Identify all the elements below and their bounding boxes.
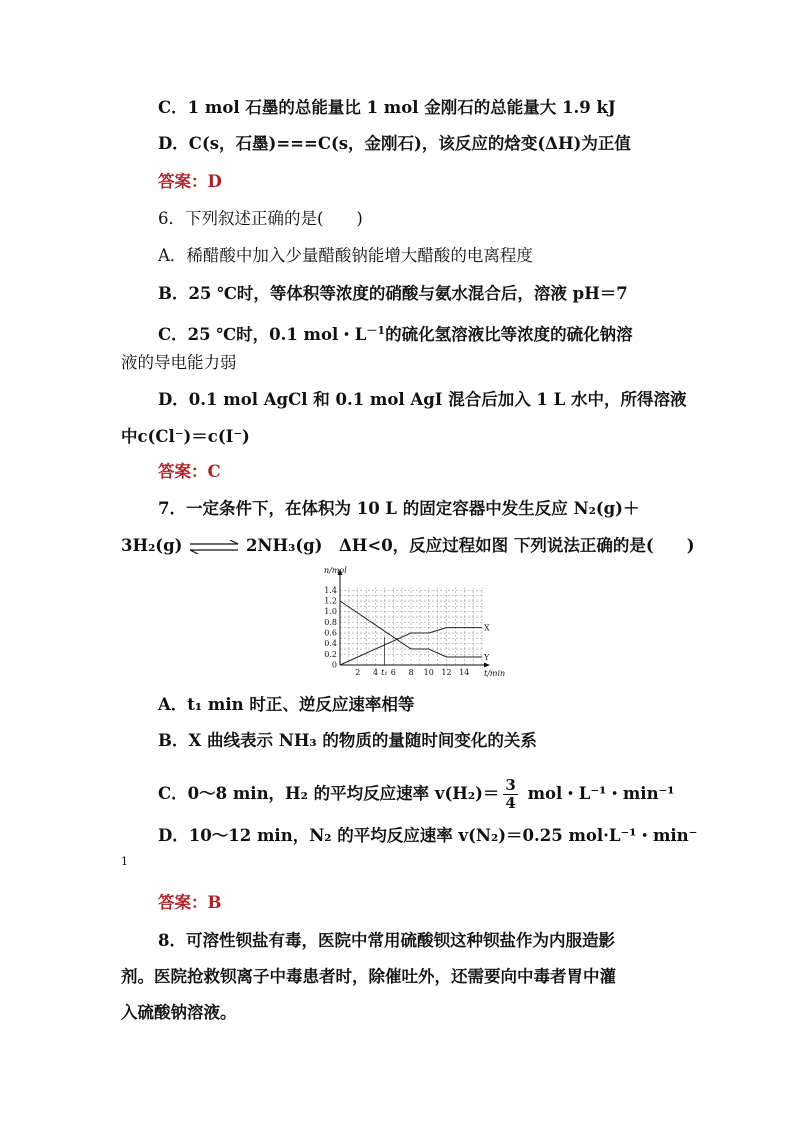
answer-label: 答案：	[158, 893, 208, 912]
y-tick-label: 1.0	[324, 607, 337, 617]
q7-option-c-text: C．0～8 min，H₂ 的平均反应速率 v(H₂)＝	[158, 784, 500, 803]
x-tick-label: 12	[441, 668, 452, 677]
y-tick-label: 0.6	[324, 628, 337, 638]
x-tick-label: 6	[390, 668, 396, 677]
x-tick-label: t₁	[381, 668, 388, 677]
x-tick-label: 8	[408, 668, 414, 677]
x-tick-label: 10	[423, 668, 434, 677]
answer-value: B	[207, 893, 222, 912]
q5-option-d: D．C(s，石墨)===C(s，金刚石)，该反应的焓变(ΔH)为正值	[158, 134, 631, 153]
q6-option-c-sup: －1	[366, 324, 386, 337]
y-tick-label: 0.2	[324, 649, 337, 659]
x-axis-title: t/min	[484, 669, 506, 678]
chart-labels	[324, 566, 505, 678]
q8-line1: 8．可溶性钡盐有毒，医院中常用硫酸钡这种钡盐作为内服造影	[158, 931, 615, 950]
q7-option-c-unit: mol・L⁻¹・min⁻¹	[521, 784, 675, 803]
q6-option-c-continued: 液的导电能力弱	[121, 353, 237, 372]
q5-answer	[158, 172, 676, 192]
q7-answer	[158, 893, 676, 913]
q6-option-c-part2: 的硫化氢溶液比等浓度的硫化钠溶	[385, 325, 633, 344]
fraction	[503, 777, 517, 812]
q7-stem-line1: 7．一定条件下，在体积为 10 L 的固定容器中发生反应 N₂(g)＋	[158, 499, 640, 518]
q7-option-c	[158, 777, 676, 812]
answer-value: D	[207, 172, 222, 191]
q6-option-c	[158, 321, 676, 345]
fraction-denominator: 4	[505, 794, 516, 812]
q8-line2: 剂。医院抢救钡离子中毒患者时，除催吐外，还需要向中毒者胃中灌	[121, 967, 616, 986]
q8-line3: 入硫酸钠溶液。	[121, 1003, 237, 1022]
q7-stem-line2	[121, 536, 695, 556]
q6-option-b: B．25 ℃时，等体积等浓度的硝酸与氨水混合后，溶液 pH＝7	[158, 284, 628, 303]
q7-option-a: A．t₁ min 时正、逆反应速率相等	[158, 695, 415, 714]
y-tick-label: 0	[331, 660, 337, 670]
y-tick-label: 0.4	[324, 639, 337, 649]
q7-option-d-line2: 1	[121, 855, 128, 868]
fraction-numerator: 3	[505, 776, 516, 794]
x-tick-label: 14	[459, 668, 470, 677]
chart-axes	[338, 569, 491, 668]
y-tick-label: 0.8	[324, 617, 337, 627]
q6-option-d-line1: D．0.1 mol AgCl 和 0.1 mol AgI 混合后加入 1 L 水中，所得溶液	[158, 390, 687, 409]
y-tick-label: 1.2	[324, 596, 337, 606]
x-axis-arrow-icon	[484, 663, 490, 668]
y-tick-label: 1.4	[324, 585, 337, 595]
x-tick-label: 4	[372, 668, 379, 677]
x-tick-label: 2	[355, 668, 361, 677]
q7-option-b: B．X 曲线表示 NH₃ 的物质的量随时间变化的关系	[158, 731, 537, 750]
q7-stem-products: 2NH₃(g) ΔH<0，反应过程如图 下列说法正确的是( )	[245, 536, 695, 555]
q6-answer	[158, 462, 676, 482]
q7-option-d-line1: D．10～12 min，N₂ 的平均反应速率 v(N₂)＝0.25 mol·L⁻¹・min⁻	[158, 826, 698, 845]
answer-label: 答案：	[158, 462, 208, 481]
y-axis-title: n/mol	[324, 566, 347, 575]
q5-option-c: C．1 mol 石墨的总能量比 1 mol 金刚石的总能量大 1.9 kJ	[158, 98, 616, 117]
equilibrium-arrow-icon	[188, 540, 240, 554]
series-label-y: Y	[484, 653, 490, 662]
answer-label: 答案：	[158, 172, 208, 191]
series-label-x: X	[484, 623, 490, 633]
q6-stem: 6．下列叙述正确的是( )	[158, 209, 363, 228]
chart-grid	[340, 588, 482, 665]
q6-option-d-line2: 中c(Cl⁻)＝c(I⁻)	[121, 427, 250, 446]
reaction-chart	[310, 565, 520, 683]
answer-value: C	[207, 462, 221, 481]
q7-stem-reactants: 3H₂(g)	[121, 536, 183, 555]
q6-option-a: A．稀醋酸中加入少量醋酸钠能增大醋酸的电离程度	[158, 246, 533, 265]
q6-option-c-part1: C．25 ℃时，0.1 mol・L	[158, 325, 367, 344]
